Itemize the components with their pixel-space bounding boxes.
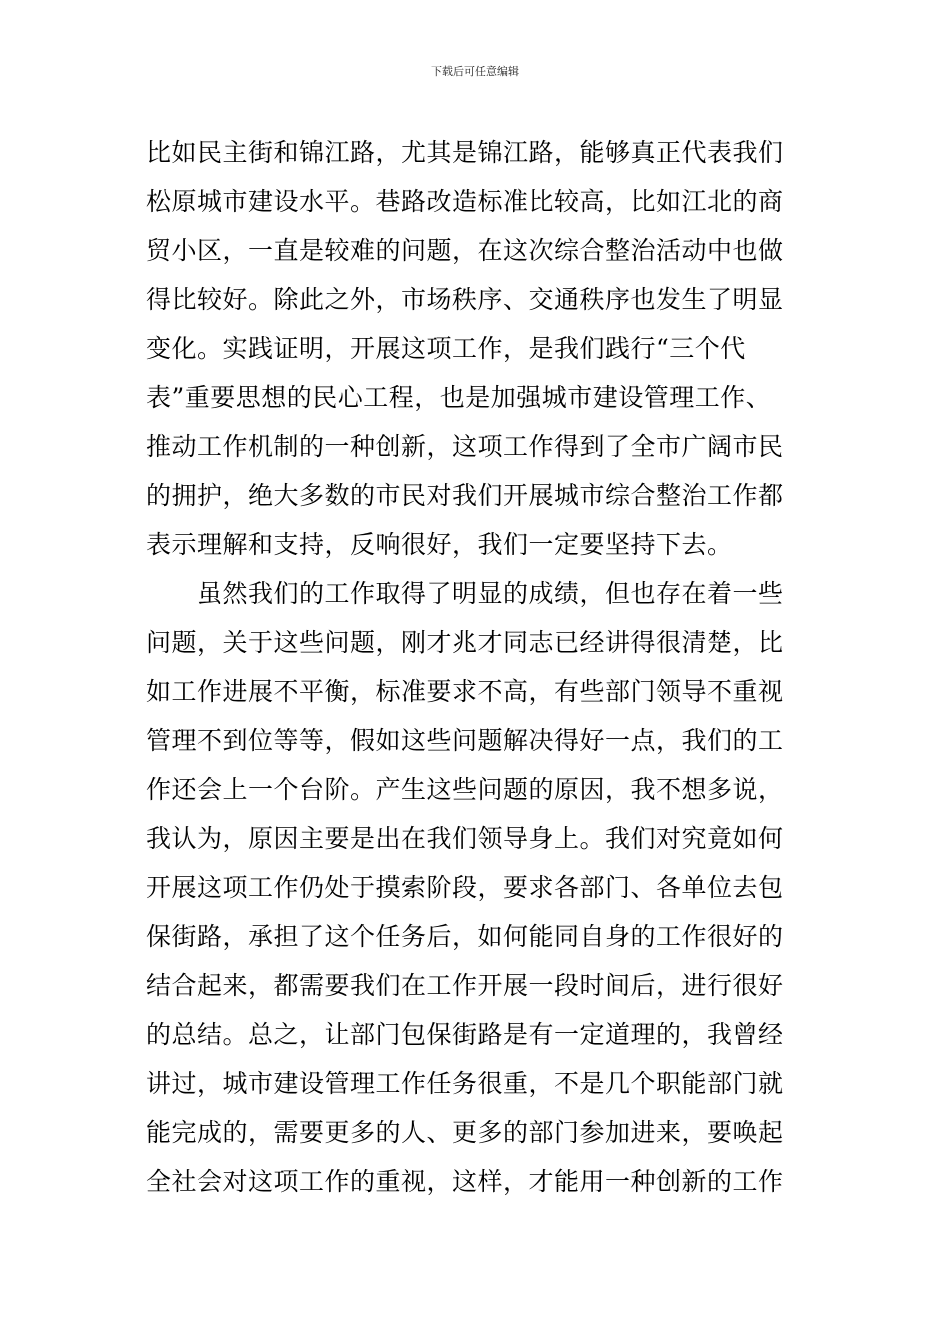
- text-line: 保街路，承担了这个任务后，如何能同自身的工作很好的: [146, 922, 784, 951]
- text-line: 如工作进展不平衡，标准要求不高，有些部门领导不重视: [146, 677, 784, 706]
- text-line: 能完成的，需要更多的人、更多的部门参加进来，要唤起: [146, 1118, 784, 1147]
- document-body: [146, 128, 806, 1206]
- text-line: 管理不到位等等，假如这些问题解决得好一点，我们的工: [146, 726, 784, 755]
- paragraph-start-line: 虽然我们的工作取得了明显的成绩，但也存在着一些: [146, 579, 784, 608]
- text-line: 贸小区，一直是较难的问题，在这次综合整治活动中也做: [146, 236, 784, 265]
- text-line: 松原城市建设水平。巷路改造标准比较高，比如江北的商: [146, 187, 784, 216]
- text-line: 表”重要思想的民心工程，也是加强城市建设管理工作、: [146, 383, 772, 412]
- text-line: 得比较好。除此之外，市场秩序、交通秩序也发生了明显: [146, 285, 784, 314]
- text-line: 的总结。总之，让部门包保街路是有一定道理的，我曾经: [146, 1020, 784, 1049]
- text-line: 的拥护，绝大多数的市民对我们开展城市综合整治工作都: [146, 481, 784, 510]
- text-line: 讲过，城市建设管理工作任务很重，不是几个职能部门就: [146, 1069, 784, 1098]
- page-header: 下载后可任意编辑: [431, 65, 519, 78]
- text-line: 表示理解和支持，反响很好，我们一定要坚持下去。: [146, 530, 733, 559]
- text-line: 问题，关于这些问题，刚才兆才同志已经讲得很清楚，比: [146, 628, 784, 657]
- text-line: 推动工作机制的一种创新，这项工作得到了全市广阔市民: [146, 432, 784, 461]
- text-line: 比如民主街和锦江路，尤其是锦江路，能够真正代表我们: [146, 138, 784, 167]
- text-line: 我认为，原因主要是出在我们领导身上。我们对究竟如何: [146, 824, 784, 853]
- text-line: 变化。实践证明，开展这项工作，是我们践行“三个代: [146, 334, 746, 363]
- text-line: 结合起来，都需要我们在工作开展一段时间后，进行很好: [146, 971, 784, 1000]
- text-line: 全社会对这项工作的重视，这样，才能用一种创新的工作: [146, 1167, 784, 1196]
- text-line: 作还会上一个台阶。产生这些问题的原因，我不想多说，: [146, 775, 784, 804]
- text-line: 开展这项工作仍处于摸索阶段，要求各部门、各单位去包: [146, 873, 784, 902]
